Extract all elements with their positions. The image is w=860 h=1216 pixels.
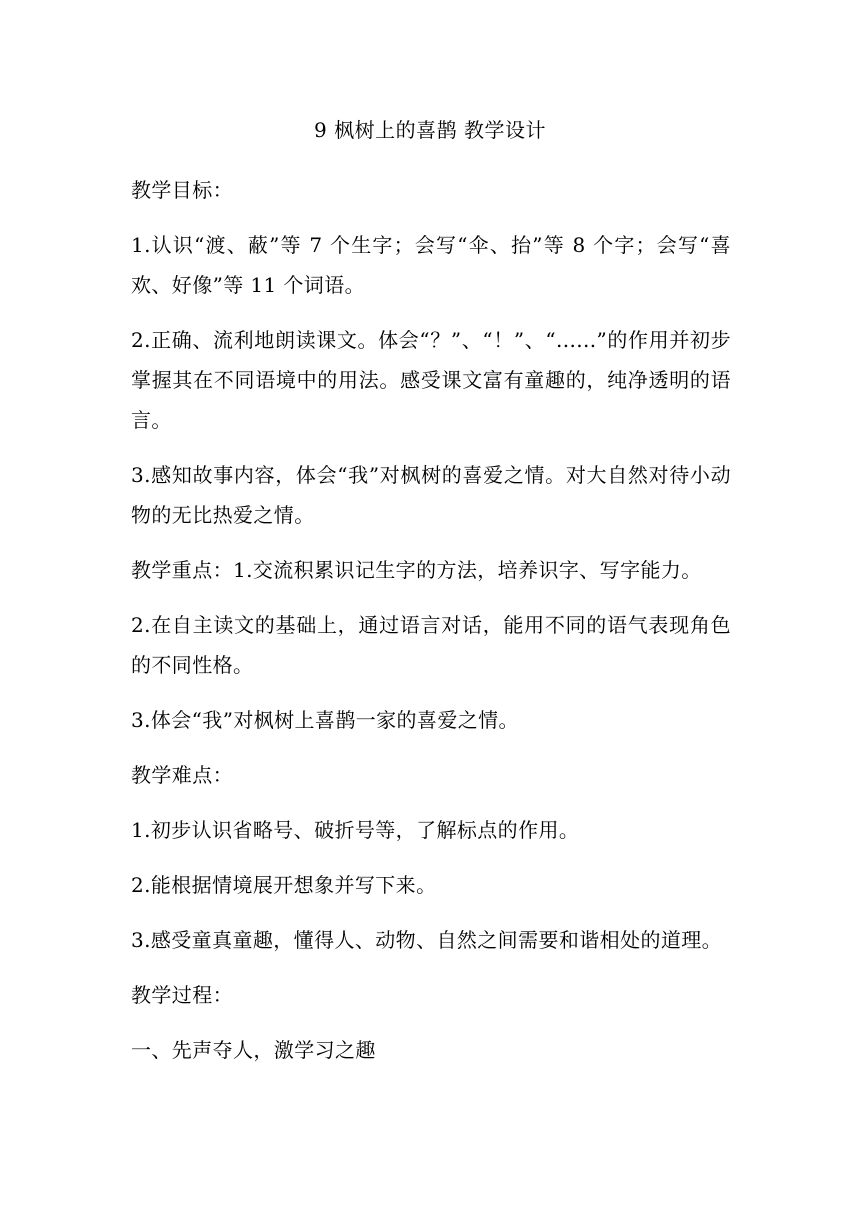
difficulty-3: 3.感受童真童趣，懂得人、动物、自然之间需要和谐相处的道理。 — [131, 928, 723, 952]
goal-3: 3.感知故事内容，体会“我”对枫树的喜爱之情。对大自然对待小动物的无比热爱之情。 — [131, 463, 731, 527]
goal-1: 1.认识“渡、蔽”等 7 个生字；会写“伞、抬”等 8 个字；会写“喜欢、好像”等 11 个词语。 — [131, 233, 731, 297]
heading-difficulties: 教学难点： — [131, 763, 233, 787]
key-point-3: 3.体会“我”对枫树上喜鹊一家的喜爱之情。 — [131, 708, 519, 732]
document-body — [131, 170, 731, 1085]
difficulty-1: 1.初步认识省略号、破折号等，了解标点的作用。 — [131, 818, 580, 842]
document-title: 9 枫树上的喜鹊 教学设计 — [314, 118, 546, 142]
goal-2: 2.正确、流利地朗读课文。体会“？”、“！”、“......”的作用并初步掌握其在不同语境中的用法。感受课文富有童趣的，纯净透明的语言。 — [131, 328, 731, 432]
heading-teaching-process: 教学过程： — [131, 983, 233, 1007]
key-point-2: 2.在自主读文的基础上，通过语言对话，能用不同的语气表现角色的不同性格。 — [131, 613, 731, 677]
heading-teaching-goals: 教学目标： — [131, 178, 233, 202]
key-point-1: 教学重点：1.交流积累识记生字的方法，培养识字、写字能力。 — [131, 558, 702, 582]
difficulty-2: 2.能根据情境展开想象并写下来。 — [131, 873, 437, 897]
process-step-1: 一、先声夺人，激学习之趣 — [131, 1038, 376, 1062]
